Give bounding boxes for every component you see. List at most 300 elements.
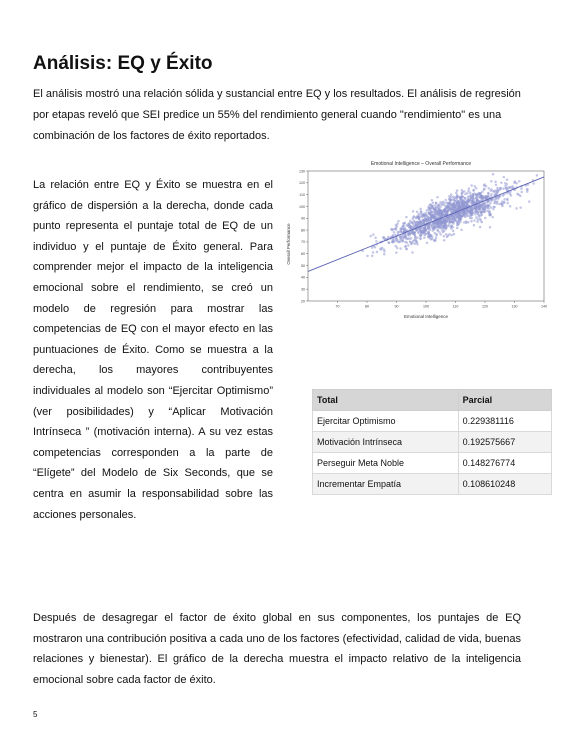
scatter-point (376, 251, 378, 253)
scatter-point (449, 199, 451, 201)
scatter-point (460, 229, 462, 231)
x-tick-label: 70 (335, 304, 340, 309)
scatter-point (457, 224, 459, 226)
scatter-point (414, 234, 416, 236)
scatter-point (399, 241, 401, 243)
scatter-point (516, 193, 518, 195)
scatter-point (475, 216, 477, 218)
scatter-point (448, 223, 450, 225)
scatter-point (409, 241, 411, 243)
scatter-point (433, 208, 435, 210)
scatter-point (495, 184, 497, 186)
scatter-point (407, 234, 409, 236)
scatter-point (452, 230, 454, 232)
scatter-point (434, 221, 436, 223)
scatter-point (481, 221, 483, 223)
scatter-point (392, 241, 394, 243)
scatter-point (474, 206, 476, 208)
scatter-point (476, 221, 478, 223)
y-tick-label: 130 (299, 169, 305, 174)
scatter-point (423, 219, 425, 221)
scatter-point (483, 184, 485, 186)
scatter-point (521, 191, 523, 193)
scatter-chart-svg (286, 159, 548, 321)
scatter-point (453, 233, 455, 235)
scatter-point (370, 235, 372, 237)
scatter-point (450, 227, 452, 229)
scatter-point (471, 184, 473, 186)
scatter-point (443, 230, 445, 232)
scatter-point (490, 193, 492, 195)
table-cell-value: 0.229381116 (458, 411, 551, 432)
scatter-point (472, 189, 474, 191)
scatter-point (372, 234, 374, 236)
scatter-point (504, 198, 506, 200)
scatter-point (380, 248, 382, 250)
scatter-point (506, 198, 508, 200)
scatter-point (418, 213, 420, 215)
scatter-point (511, 187, 513, 189)
scatter-point (458, 221, 460, 223)
scatter-point (447, 205, 449, 207)
scatter-point (493, 202, 495, 204)
scatter-point (441, 229, 443, 231)
scatter-point (451, 234, 453, 236)
scatter-point (479, 226, 481, 228)
scatter-point (417, 217, 419, 219)
scatter-point (397, 223, 399, 225)
scatter-point (431, 236, 433, 238)
scatter-point (462, 215, 464, 217)
scatter-point (431, 211, 433, 213)
scatter-point (423, 228, 425, 230)
scatter-point (429, 213, 431, 215)
scatter-point (498, 196, 500, 198)
scatter-point (446, 212, 448, 214)
scatter-point (461, 202, 463, 204)
scatter-point (445, 208, 447, 210)
scatter-point (419, 233, 421, 235)
scatter-point (494, 181, 496, 183)
scatter-point (509, 193, 511, 195)
table-header-row (313, 390, 552, 411)
scatter-point (474, 210, 476, 212)
scatter-point (470, 220, 472, 222)
y-tick-label: 120 (299, 181, 305, 186)
scatter-point (451, 204, 453, 206)
scatter-point (429, 234, 431, 236)
scatter-point (490, 207, 492, 209)
scatter-point (467, 190, 469, 192)
scatter-point (431, 214, 433, 216)
bottom-paragraph: Después de desagregar el factor de éxito global en sus componentes, los puntajes de EQ mostraron una contribución positiva a cada uno de los factores (efectividad, calidad de vida, buenas relaciones y bienestar). El gráfico de la derecha muestra el impacto relativo de la inteligencia emocional sobre cada factor de éxito. (33, 612, 521, 686)
scatter-point (395, 252, 397, 254)
scatter-point (449, 208, 451, 210)
x-tick-label: 140 (541, 304, 547, 309)
scatter-point (493, 206, 495, 208)
scatter-point (371, 255, 373, 257)
scatter-point (432, 202, 434, 204)
scatter-point (518, 180, 520, 182)
scatter-point (446, 236, 448, 238)
scatter-point (406, 238, 408, 240)
scatter-point (428, 205, 430, 207)
scatter-point (413, 232, 415, 234)
scatter-point (441, 204, 443, 206)
scatter-point (395, 238, 397, 240)
scatter-point (407, 244, 409, 246)
scatter-point (420, 230, 422, 232)
scatter-point (374, 246, 376, 248)
scatter-point (479, 192, 481, 194)
scatter-point (406, 242, 408, 244)
scatter-point (435, 202, 437, 204)
scatter-point (393, 231, 395, 233)
scatter-point (468, 210, 470, 212)
table-cell-competency: Perseguir Meta Noble (313, 453, 459, 474)
scatter-point (455, 200, 457, 202)
scatter-point (438, 231, 440, 233)
scatter-point (478, 204, 480, 206)
scatter-point (415, 226, 417, 228)
scatter-point (507, 202, 509, 204)
scatter-point (415, 229, 417, 231)
scatter-point (445, 233, 447, 235)
scatter-point (395, 245, 397, 247)
scatter-point (536, 174, 538, 176)
table-cell-value: 0.192575667 (458, 432, 551, 453)
scatter-point (418, 231, 420, 233)
scatter-point (464, 210, 466, 212)
scatter-point (450, 193, 452, 195)
scatter-point (471, 217, 473, 219)
page-title: Análisis: EQ y Éxito (33, 53, 213, 74)
scatter-point (431, 216, 433, 218)
table-header-parcial: Parcial (458, 390, 551, 411)
scatter-point (478, 216, 480, 218)
scatter-point (428, 208, 430, 210)
scatter-point (416, 221, 418, 223)
scatter-point (466, 202, 468, 204)
scatter-point (404, 246, 406, 248)
scatter-point (426, 216, 428, 218)
regression-table (312, 389, 552, 495)
scatter-point (424, 214, 426, 216)
scatter-point (467, 199, 469, 201)
scatter-point (504, 182, 506, 184)
scatter-point (426, 209, 428, 211)
scatter-point (509, 187, 511, 189)
scatter-chart (286, 159, 548, 321)
scatter-point (443, 226, 445, 228)
scatter-point (458, 202, 460, 204)
scatter-point (434, 232, 436, 234)
scatter-point (483, 189, 485, 191)
table-cell-competency: Incrementar Empatía (313, 474, 459, 495)
scatter-point (372, 251, 374, 253)
scatter-point (464, 197, 466, 199)
scatter-point (477, 218, 479, 220)
scatter-point (471, 195, 473, 197)
scatter-point (453, 202, 455, 204)
scatter-point (489, 226, 491, 228)
scatter-point (460, 206, 462, 208)
scatter-point (440, 233, 442, 235)
scatter-point (443, 239, 445, 241)
y-tick-label: 20 (301, 299, 305, 304)
scatter-point (458, 219, 460, 221)
scatter-point (497, 191, 499, 193)
scatter-point (427, 233, 429, 235)
scatter-point (443, 204, 445, 206)
scatter-description-paragraph: La relación entre EQ y Éxito se muestra en el gráfico de dispersión a la derecha, donde cada punto representa el puntaje total de EQ de un individuo y el puntaje de Éxito general. Para comprender mejor el impacto de la inteligencia emocional sobre el rendimiento, se creó un modelo de regresión para mostrar las competencias de EQ con el mayor efecto en las puntuaciones de Éxito. Como se muestra a la derecha, los mayores contribuyentes individuales al modelo son “Ejercitar Optimismo” (ver posibilidades) y “Aplicar Motivación Intrínseca ” (motivación interna). A su vez estas competencias corresponden a la parte de “Elígete” del Modelo de Six Seconds, que se centra en asumir la responsabilidad sobre las acciones personales. (33, 179, 273, 521)
scatter-point (465, 220, 467, 222)
scatter-point (398, 231, 400, 233)
scatter-point (528, 200, 530, 202)
scatter-point (461, 195, 463, 197)
scatter-point (433, 211, 435, 213)
scatter-point (500, 203, 502, 205)
scatter-point (475, 187, 477, 189)
scatter-point (443, 235, 445, 237)
scatter-point (420, 208, 422, 210)
table-cell-value: 0.108610248 (458, 474, 551, 495)
scatter-point (444, 218, 446, 220)
x-tick-label: 80 (365, 304, 369, 309)
x-tick-label: 120 (482, 304, 488, 309)
y-tick-label: 30 (301, 287, 305, 292)
scatter-point (414, 243, 416, 245)
scatter-point (415, 217, 417, 219)
y-tick-label: 110 (299, 192, 305, 197)
scatter-point (439, 227, 441, 229)
scatter-point (429, 237, 431, 239)
scatter-point (463, 190, 465, 192)
scatter-point (506, 179, 508, 181)
scatter-point (436, 211, 438, 213)
intro-paragraph: El análisis mostró una relación sólida y sustancial entre EQ y los resultados. El análisis de regresión por etapas reveló que SEI predice un 55% del rendimiento general cuando "rendimiento" es una combinación de los factores de éxito reportados. (33, 88, 521, 142)
scatter-point (423, 232, 425, 234)
y-tick-label: 100 (299, 204, 305, 209)
scatter-point (411, 221, 413, 223)
scatter-point (433, 226, 435, 228)
scatter-point (402, 234, 404, 236)
table-row (313, 411, 552, 432)
scatter-point (464, 205, 466, 207)
scatter-point (445, 199, 447, 201)
scatter-point (519, 195, 521, 197)
scatter-point (419, 221, 421, 223)
scatter-point (477, 208, 479, 210)
scatter-point (448, 203, 450, 205)
scatter-point (416, 237, 418, 239)
scatter-point (500, 182, 502, 184)
y-tick-label: 70 (301, 240, 305, 245)
scatter-point (526, 190, 528, 192)
scatter-point (412, 216, 414, 218)
scatter-point (411, 251, 413, 253)
scatter-point (441, 214, 443, 216)
scatter-point (375, 237, 377, 239)
scatter-point (401, 240, 403, 242)
scatter-point (501, 201, 503, 203)
scatter-point (474, 185, 476, 187)
scatter-point (431, 207, 433, 209)
scatter-point (492, 173, 494, 175)
scatter-point (437, 229, 439, 231)
scatter-point (470, 213, 472, 215)
scatter-point (487, 192, 489, 194)
scatter-point (448, 233, 450, 235)
regression-table-container (312, 389, 552, 495)
scatter-point (482, 207, 484, 209)
scatter-point (439, 211, 441, 213)
scatter-point (509, 205, 511, 207)
scatter-point (496, 187, 498, 189)
scatter-point (490, 195, 492, 197)
scatter-point (520, 207, 522, 209)
scatter-point (520, 188, 522, 190)
scatter-point (411, 230, 413, 232)
scatter-point (460, 217, 462, 219)
scatter-point (451, 207, 453, 209)
scatter-point (501, 205, 503, 207)
table-cell-competency: Motivación Intrínseca (313, 432, 459, 453)
scatter-point (383, 236, 385, 238)
scatter-point (449, 225, 451, 227)
scatter-point (435, 237, 437, 239)
scatter-point (456, 227, 458, 229)
table-row (313, 453, 552, 474)
scatter-point (483, 209, 485, 211)
scatter-point (481, 212, 483, 214)
scatter-point (397, 220, 399, 222)
y-tick-label: 50 (301, 263, 305, 268)
scatter-point (470, 200, 472, 202)
scatter-point (412, 210, 414, 212)
scatter-point (489, 212, 491, 214)
scatter-point (454, 205, 456, 207)
scatter-point (481, 203, 483, 205)
scatter-point (466, 192, 468, 194)
page-number: 5 (33, 710, 38, 719)
x-tick-label: 110 (452, 304, 459, 309)
scatter-point (366, 255, 368, 257)
y-tick-label: 90 (301, 216, 305, 221)
scatter-point (486, 205, 488, 207)
scatter-point (492, 216, 494, 218)
scatter-point (484, 196, 486, 198)
scatter-point (422, 213, 424, 215)
scatter-point (435, 235, 437, 237)
scatter-point (420, 210, 422, 212)
scatter-point (443, 210, 445, 212)
scatter-point (472, 197, 474, 199)
scatter-point (462, 200, 464, 202)
scatter-point (424, 225, 426, 227)
scatter-point (496, 203, 498, 205)
scatter-point (498, 203, 500, 205)
scatter-point (375, 240, 377, 242)
scatter-point (457, 213, 459, 215)
scatter-point (429, 220, 431, 222)
x-tick-label: 130 (511, 304, 518, 309)
scatter-point (451, 221, 453, 223)
scatter-point (387, 242, 389, 244)
scatter-point (383, 249, 385, 251)
scatter-point (484, 217, 486, 219)
chart-title: Emotional Intelligence – Overall Performance (370, 161, 472, 167)
y-tick-label: 40 (301, 275, 305, 280)
scatter-point (465, 213, 467, 215)
scatter-point (402, 225, 404, 227)
scatter-point (447, 218, 449, 220)
scatter-point (489, 202, 491, 204)
scatter-point (516, 182, 518, 184)
scatter-point (455, 192, 457, 194)
scatter-point (468, 188, 470, 190)
scatter-point (486, 210, 488, 212)
scatter-point (396, 225, 398, 227)
scatter-point (461, 189, 463, 191)
scatter-point (416, 241, 418, 243)
scatter-point (474, 213, 476, 215)
x-tick-label: 100 (423, 304, 429, 309)
scatter-point (503, 176, 505, 178)
scatter-point (459, 196, 461, 198)
scatter-point (412, 240, 414, 242)
scatter-point (490, 188, 492, 190)
scatter-point (448, 195, 450, 197)
scatter-point (425, 220, 427, 222)
scatter-point (503, 188, 505, 190)
scatter-point (416, 224, 418, 226)
scatter-point (434, 216, 436, 218)
scatter-point (455, 208, 457, 210)
scatter-point (444, 223, 446, 225)
scatter-point (443, 202, 445, 204)
scatter-point (455, 196, 457, 198)
table-cell-value: 0.148276774 (458, 453, 551, 474)
scatter-point (405, 216, 407, 218)
scatter-point (449, 220, 451, 222)
scatter-point (441, 221, 443, 223)
scatter-point (408, 227, 410, 229)
scatter-point (473, 224, 475, 226)
scatter-point (436, 196, 438, 198)
scatter-point (400, 229, 402, 231)
scatter-point (479, 197, 481, 199)
scatter-point (497, 189, 499, 191)
scatter-point (500, 187, 502, 189)
scatter-point (396, 247, 398, 249)
scatter-point (446, 220, 448, 222)
scatter-point (492, 208, 494, 210)
scatter-point (475, 193, 477, 195)
scatter-point (463, 213, 465, 215)
scatter-point (409, 224, 411, 226)
scatter-point (469, 195, 471, 197)
scatter-point (514, 181, 516, 183)
scatter-point (429, 203, 431, 205)
y-tick-label: 80 (301, 228, 305, 233)
scatter-point (416, 211, 418, 213)
scatter-point (439, 201, 441, 203)
scatter-point (471, 210, 473, 212)
scatter-point (419, 237, 421, 239)
scatter-point (476, 205, 478, 207)
scatter-point (371, 247, 373, 249)
